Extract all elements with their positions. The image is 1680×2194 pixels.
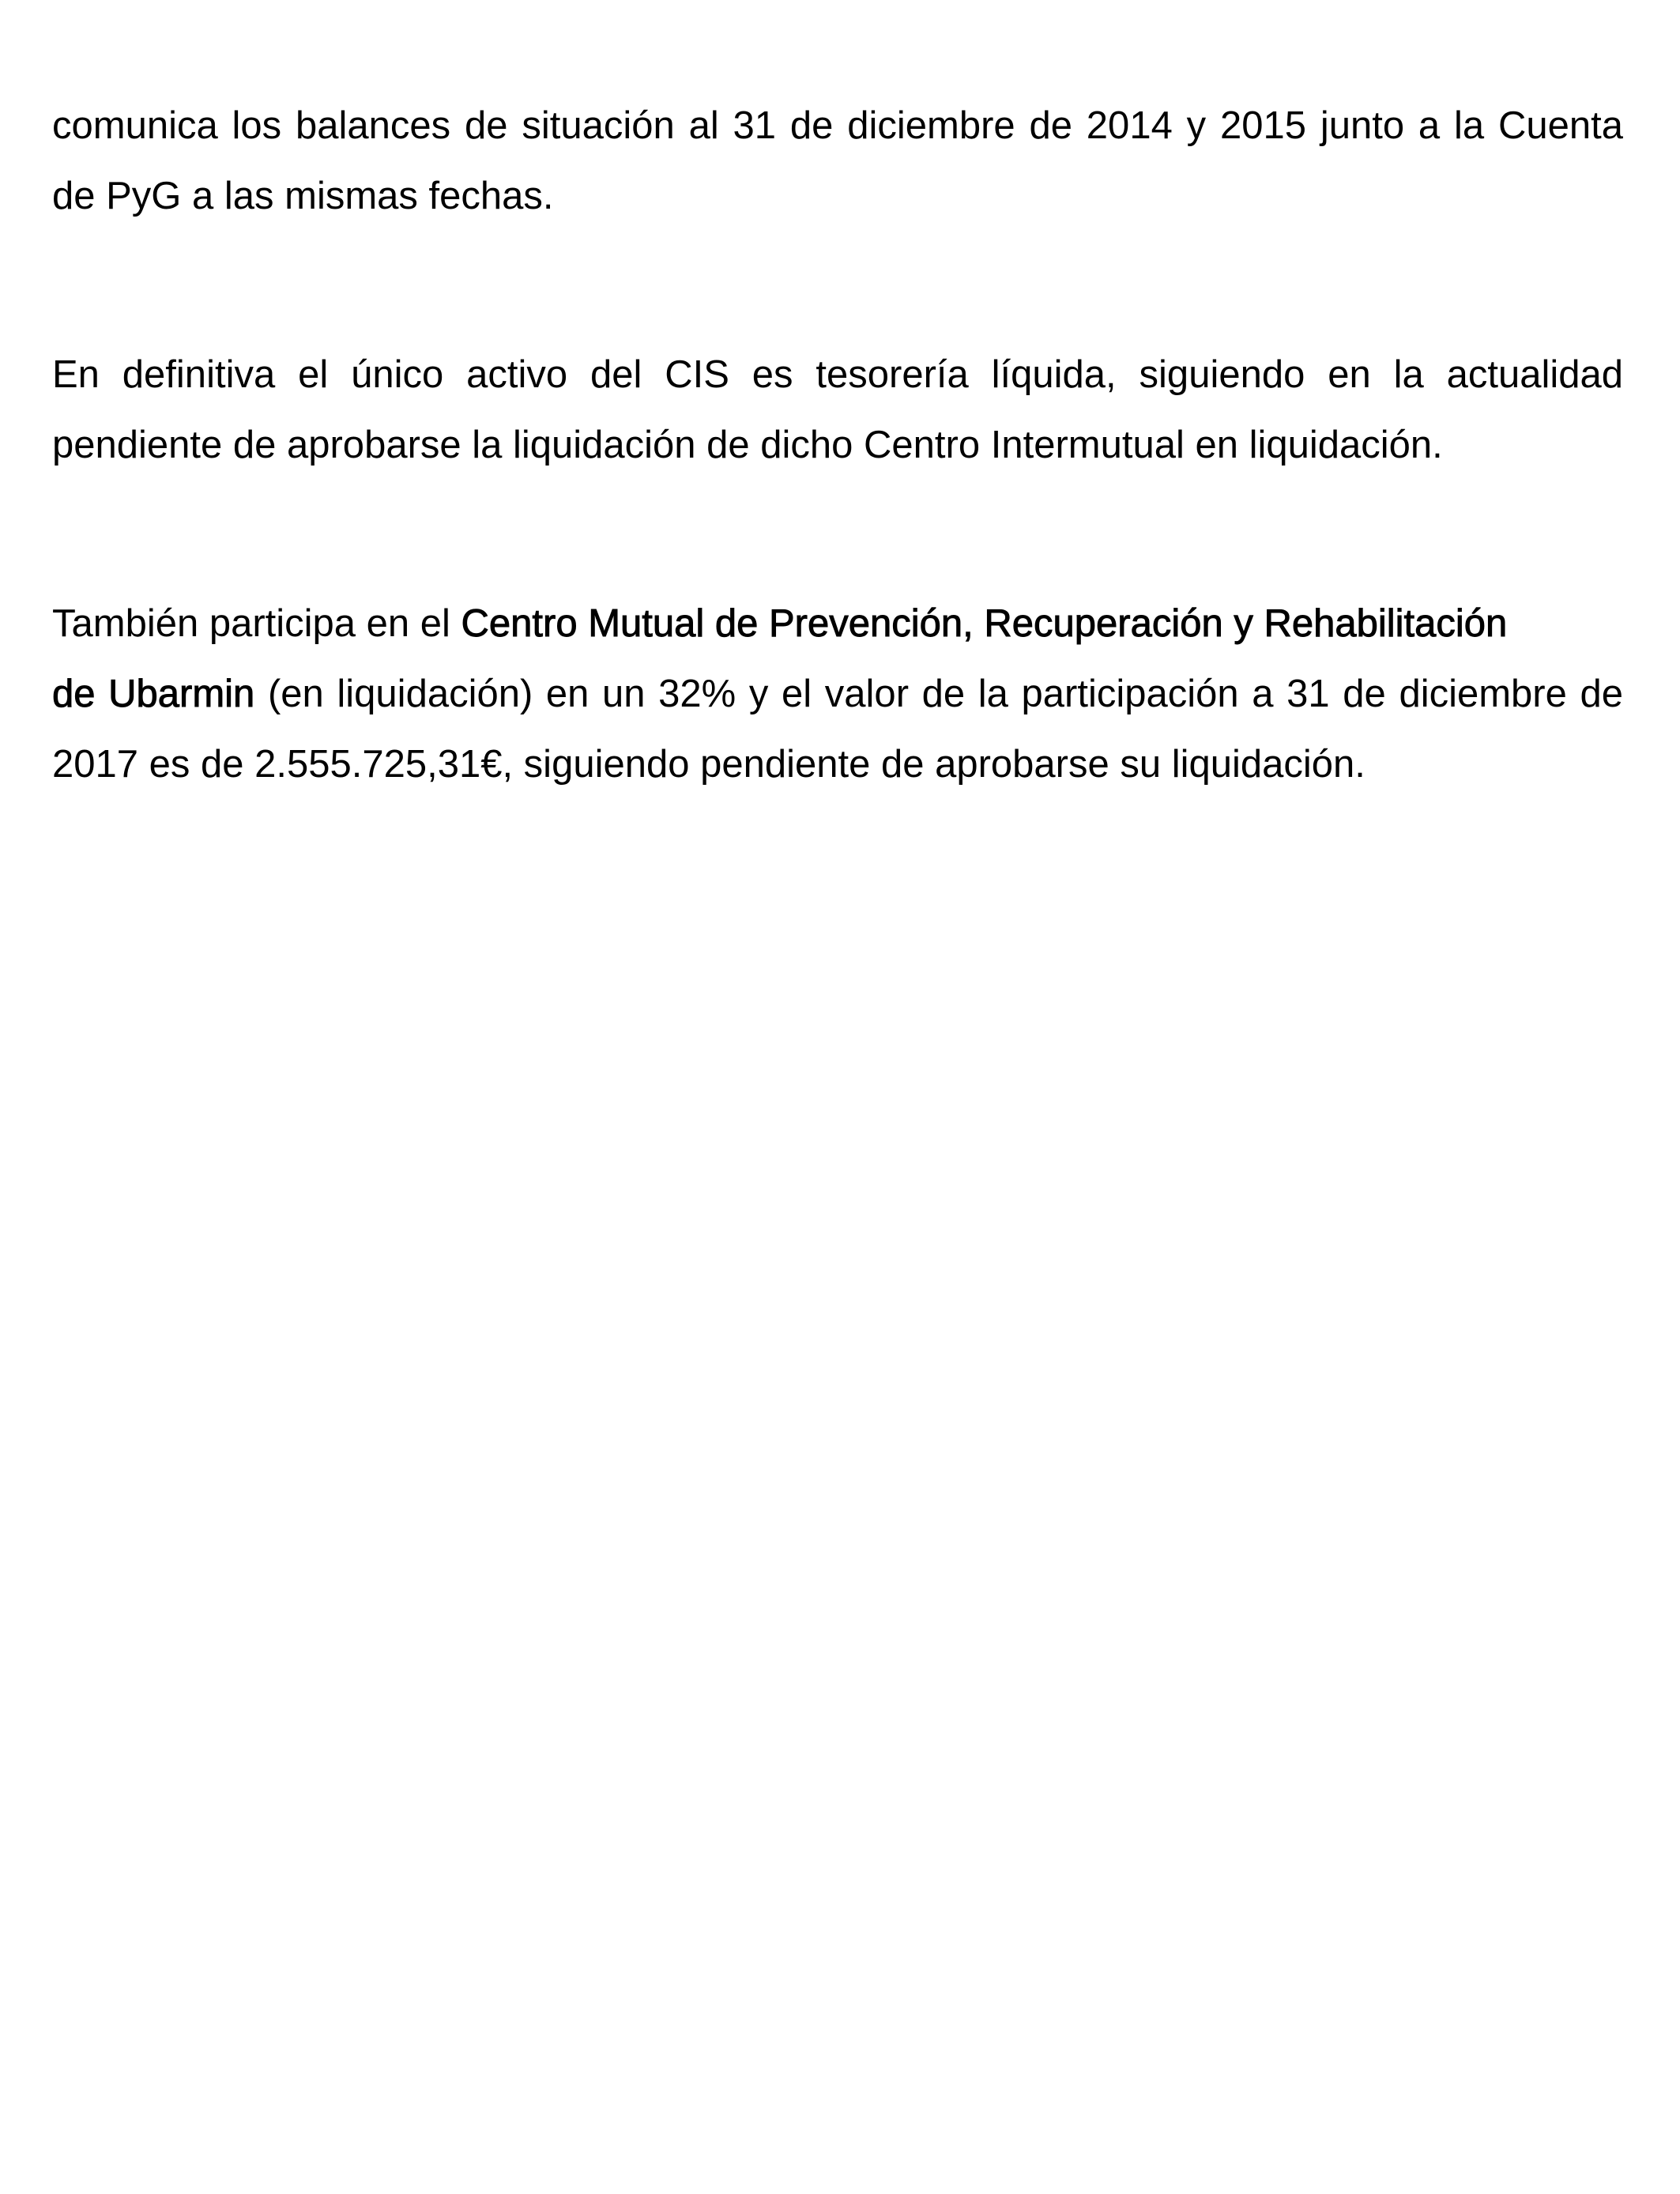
- paragraph-line: pendiente de aprobarse la liquidación de dicho Centro Intermutual en liquidación.: [52, 424, 1443, 466]
- text-run: (en liquidación) en un 32% y el valor de la participación a 31 de diciembre de: [254, 673, 1623, 715]
- entity-name-bold: Centro Mutual de Prevención, Recuperación y Rehabilitación: [461, 602, 1508, 645]
- paragraph-line: comunica los balances de situación al 31 de diciembre de 2014 y 2015 junto a la Cuenta: [52, 104, 1623, 147]
- entity-name-bold: de Ubarmin: [52, 673, 255, 715]
- paragraph-line: [52, 589, 1623, 659]
- paragraph-line: [52, 659, 1623, 729]
- text-run: También participa en el: [52, 602, 461, 645]
- paragraph-line: 2017 es de 2.555.725,31€, siguiendo pendiente de aprobarse su liquidación.: [52, 743, 1365, 786]
- paragraph-ubarmin: [52, 589, 1623, 800]
- paragraph-line: En definitiva el único activo del CIS es tesorería líquida, siguiendo en la actualidad: [52, 353, 1623, 396]
- paragraph-cis-activo: [52, 340, 1623, 481]
- paragraph-balances: [52, 91, 1623, 232]
- paragraph-line: de PyG a las mismas fechas.: [52, 175, 554, 217]
